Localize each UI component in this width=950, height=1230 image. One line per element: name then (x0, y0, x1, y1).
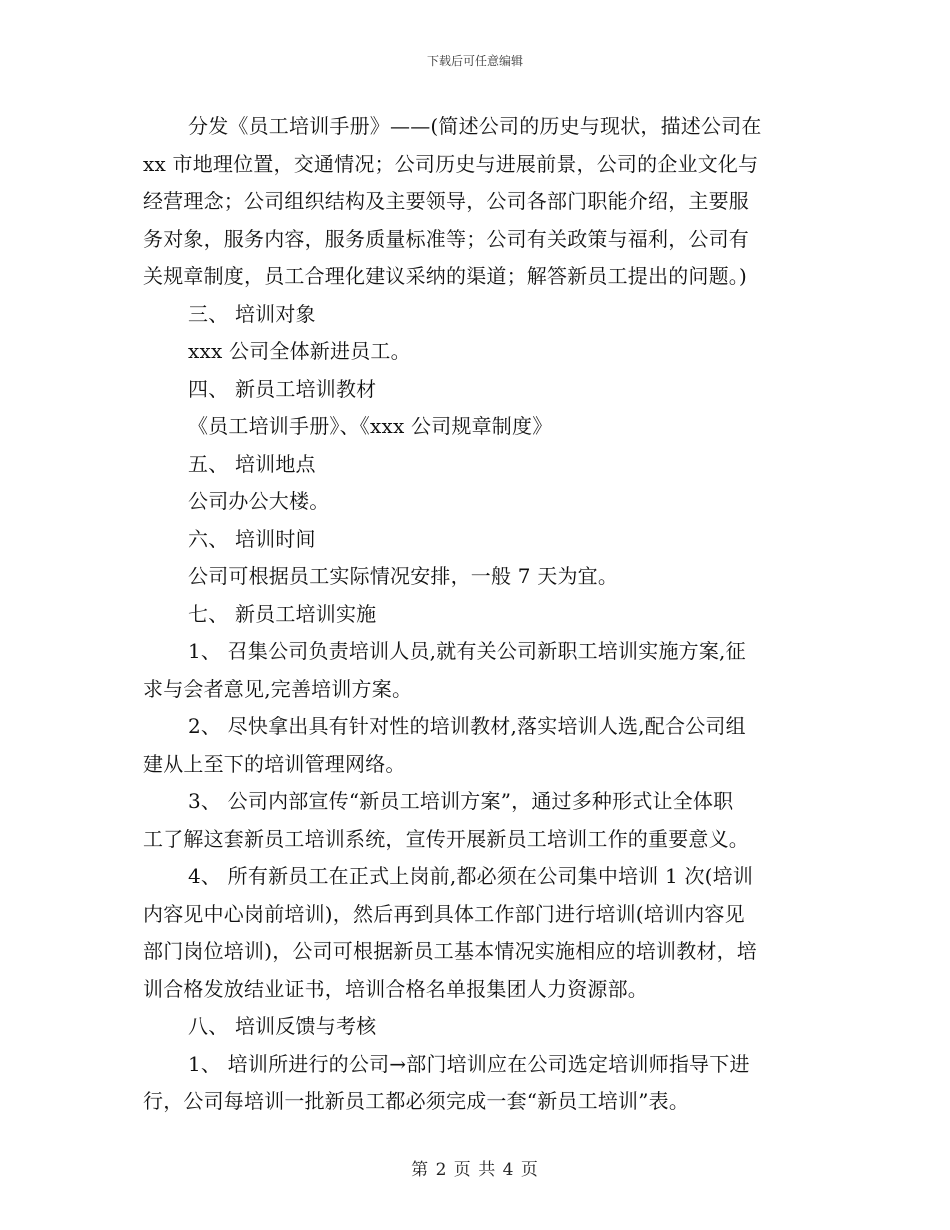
text-line: 建从上至下的培训管理网络。 (143, 751, 406, 776)
text-line: 公司可根据员工实际情况安排，一般 7 天为宜。 (188, 564, 619, 588)
text-line: 《员工培训手册》、《xxx 公司规章制度》 (188, 414, 553, 438)
section-heading: 五、 培训地点 (188, 451, 316, 476)
section-heading: 八、 培训反馈与考核 (188, 1014, 377, 1038)
document-body (143, 108, 808, 1121)
text-line: 内容见中心岗前培训)，然后再到具体工作部门进行培训(培训内容见 (143, 901, 745, 926)
text-line: 部门岗位培训)，公司可根据新员工基本情况实施相应的培训教材，培 (143, 939, 758, 963)
page-header-note: 下载后可任意编辑 (426, 54, 523, 68)
list-item-line: 1、 培训所进行的公司→部门培训应在公司选定培训师指导下进 (188, 1051, 750, 1076)
list-item-line: 2、 尽快拿出具有针对性的培训教材,落实培训人选,配合公司组 (188, 714, 746, 738)
section-heading: 四、 新员工培训教材 (188, 376, 377, 401)
text-line: 行，公司每培训一批新员工都必须完成一套“新员工培训”表。 (143, 1089, 690, 1113)
text-line: 训合格发放结业证书，培训合格名单报集团人力资源部。 (143, 976, 648, 1001)
list-item-line: 3、 公司内部宣传“新员工培训方案”，通过多种形式让全体职 (188, 789, 734, 813)
list-item-line: 4、 所有新员工在正式上岗前,都必须在公司集中培训 1 次(培训 (188, 864, 754, 888)
text-line: xxx 公司全体新进员工。 (188, 339, 411, 363)
text-line: 务对象，服务内容，服务质量标准等；公司有关政策与福利，公司有 (143, 226, 749, 251)
section-heading: 七、 新员工培训实施 (188, 601, 377, 626)
page-number: 第 2 页 共 4 页 (411, 1160, 539, 1180)
section-heading: 三、 培训对象 (188, 301, 316, 326)
text-line: 经营理念；公司组织结构及主要领导，公司各部门职能介绍，主要服 (143, 189, 749, 213)
text-line: xx 市地理位置，交通情况；公司历史与进展前景，公司的企业文化与 (143, 151, 759, 176)
text-line: 公司办公大楼。 (188, 489, 330, 513)
text-line: 求与会者意见,完善培训方案。 (143, 676, 413, 701)
list-item-line: 1、 召集公司负责培训人员,就有关公司新职工培训实施方案,征 (188, 639, 746, 663)
text-line: 分发《员工培训手册》——(简述公司的历史与现状，描述公司在 (188, 114, 762, 138)
text-line: 关规章制度，员工合理化建议采纳的渠道；解答新员工提出的问题。) (143, 264, 748, 288)
section-heading: 六、 培训时间 (188, 526, 316, 551)
text-line: 工了解这套新员工培训系统，宣传开展新员工培训工作的重要意义。 (143, 826, 749, 851)
